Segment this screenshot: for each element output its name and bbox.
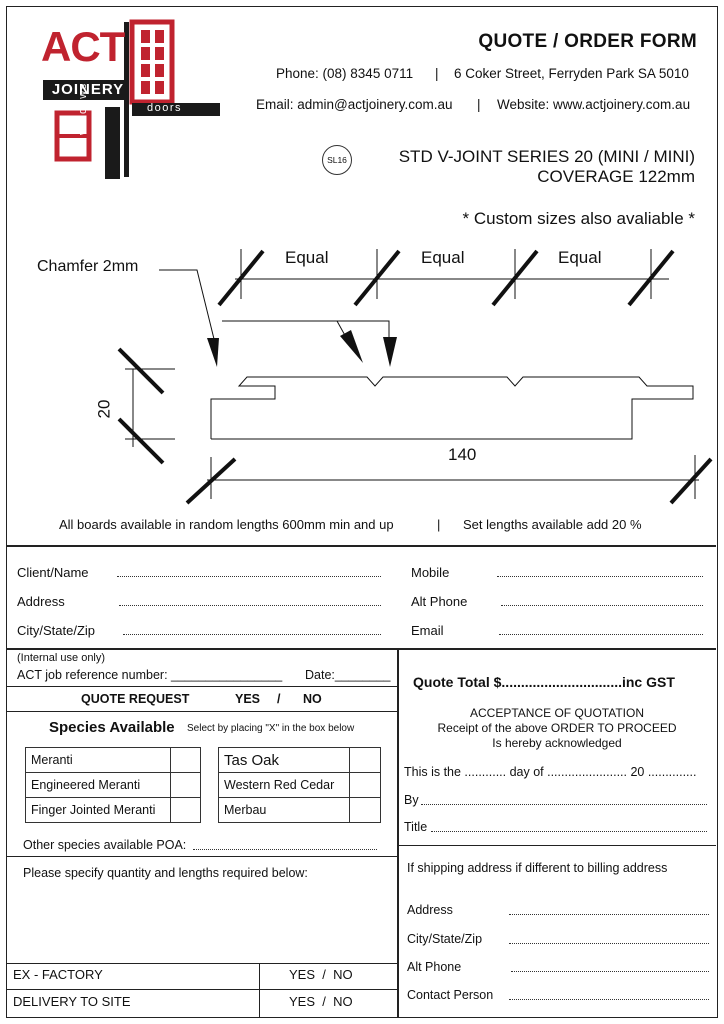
by-field[interactable] [421, 804, 707, 805]
logo-brand-text: ACT [41, 23, 125, 70]
divider-delivery-top [7, 963, 397, 964]
product-name-line2: COVERAGE 122mm [537, 167, 695, 186]
quote-request-label: QUOTE REQUEST [81, 692, 190, 706]
quote-request-no[interactable]: NO [303, 692, 322, 706]
address-text: 6 Coker Street, Ferryden Park SA 5010 [454, 66, 689, 81]
shipping-address-field[interactable] [509, 914, 709, 915]
mobile-label: Mobile [411, 565, 450, 580]
species-heading: Species Available [49, 719, 175, 736]
logo-windows-text: windows [77, 82, 89, 135]
quote-total-label[interactable]: Quote Total $...............................inc GST [413, 674, 675, 690]
quote-request-slash: / [277, 692, 281, 706]
profile-drawing [7, 237, 719, 507]
mobile-field[interactable] [497, 576, 703, 577]
logo-joinery-text: JOINERY [51, 81, 125, 98]
species-checkbox-tas-oak[interactable] [349, 747, 381, 773]
equal-label-1: Equal [285, 248, 329, 267]
species-checkbox-finger-jointed-meranti[interactable] [170, 797, 201, 823]
email-text: Email: admin@actjoinery.com.au [256, 97, 453, 112]
client-city-label: City/State/Zip [17, 623, 96, 638]
email-label: Email [411, 623, 444, 638]
divider-client-top [7, 545, 716, 547]
logo-doors-text: doors [147, 102, 183, 114]
internal-use-heading: (Internal use only) [17, 652, 106, 664]
species-option-western-red-cedar: Western Red Cedar [218, 772, 350, 798]
divider-delivery-vertical [259, 963, 260, 1017]
species-option-finger-jointed-meranti: Finger Jointed Meranti [25, 797, 171, 823]
species-checkbox-engineered-meranti[interactable] [170, 772, 201, 798]
divider-vertical [397, 648, 399, 1017]
chamfer-label: Chamfer 2mm [37, 258, 139, 275]
phone-text: Phone: (08) 8345 0711 [276, 66, 414, 81]
header-separator: | [435, 66, 439, 81]
ex-factory-options[interactable]: YES / NO [289, 967, 353, 982]
alt-phone-label: Alt Phone [411, 594, 468, 609]
shipping-contact-field[interactable] [509, 999, 709, 1000]
form-title: QUOTE / ORDER FORM [478, 31, 697, 52]
quantity-entry-area[interactable] [17, 885, 393, 961]
alt-phone-field[interactable] [501, 605, 703, 606]
species-option-engineered-meranti: Engineered Meranti [25, 772, 171, 798]
divider-species-top [7, 711, 397, 712]
availability-separator: | [437, 517, 441, 532]
client-name-label: Client/Name [17, 565, 89, 580]
product-name-line1: STD V-JOINT SERIES 20 (MINI / MINI) [398, 147, 695, 166]
date-label[interactable]: Date:________ [305, 668, 391, 682]
shipping-contact-label: Contact Person [407, 988, 494, 1002]
title-field[interactable] [431, 831, 707, 832]
divider-quantity-top [7, 856, 397, 857]
client-city-field[interactable] [123, 634, 381, 635]
acknowledged-line: Is hereby acknowledged [492, 736, 622, 750]
set-lengths-note: Set lengths available add 20 % [463, 517, 642, 532]
divider-shipping-top [397, 845, 716, 846]
ex-factory-label: EX - FACTORY [13, 967, 103, 982]
divider-internal [7, 686, 397, 687]
product-code-badge: SL16 [322, 145, 352, 175]
divider-delivery-mid [7, 989, 397, 990]
species-option-tas-oak: Tas Oak [218, 747, 350, 773]
email-field[interactable] [499, 634, 703, 635]
species-checkbox-meranti[interactable] [170, 747, 201, 773]
order-form-page [6, 6, 718, 1018]
lengths-note: All boards available in random lengths 600mm min and up [59, 517, 394, 532]
acceptance-heading: ACCEPTANCE OF QUOTATION [469, 706, 644, 720]
equal-label-3: Equal [558, 248, 602, 267]
quantity-prompt: Please specify quantity and lengths required below: [23, 866, 308, 880]
job-ref-label[interactable]: ACT job reference number: ________________ [17, 668, 283, 682]
by-label: By [404, 793, 419, 807]
website-text: Website: www.actjoinery.com.au [497, 97, 691, 112]
receipt-line: Receipt of the above ORDER TO PROCEED [437, 721, 677, 735]
client-address-field[interactable] [119, 605, 381, 606]
shipping-heading: If shipping address if different to billing address [407, 861, 668, 875]
shipping-city-field[interactable] [509, 943, 709, 944]
species-checkbox-western-red-cedar[interactable] [349, 772, 381, 798]
shipping-alt-phone-label: Alt Phone [407, 960, 462, 974]
title-label: Title [404, 820, 428, 834]
species-option-meranti: Meranti [25, 747, 171, 773]
delivery-to-site-options[interactable]: YES / NO [289, 994, 353, 1009]
species-instruction: Select by placing "X" in the box below [187, 723, 355, 734]
shipping-alt-phone-field[interactable] [511, 971, 709, 972]
species-checkbox-merbau[interactable] [349, 797, 381, 823]
equal-label-2: Equal [421, 248, 465, 267]
header-separator-2: | [477, 97, 481, 112]
other-species-field[interactable] [193, 849, 377, 850]
quote-request-yes[interactable]: YES [235, 692, 261, 706]
species-option-merbau: Merbau [218, 797, 350, 823]
this-is-the-line[interactable]: This is the ............ day of ....................... 20 .............. [404, 765, 697, 779]
shipping-city-label: City/State/Zip [407, 932, 483, 946]
delivery-to-site-label: DELIVERY TO SITE [13, 994, 131, 1009]
thickness-label: 20 [94, 399, 114, 419]
width-label: 140 [448, 445, 477, 464]
custom-sizes-note: * Custom sizes also avaliable * [462, 209, 695, 228]
other-species-label: Other species available POA: [23, 838, 187, 852]
client-name-field[interactable] [117, 576, 381, 577]
client-address-label: Address [17, 594, 65, 609]
divider-client-bottom [7, 648, 716, 650]
shipping-address-label: Address [407, 903, 453, 917]
